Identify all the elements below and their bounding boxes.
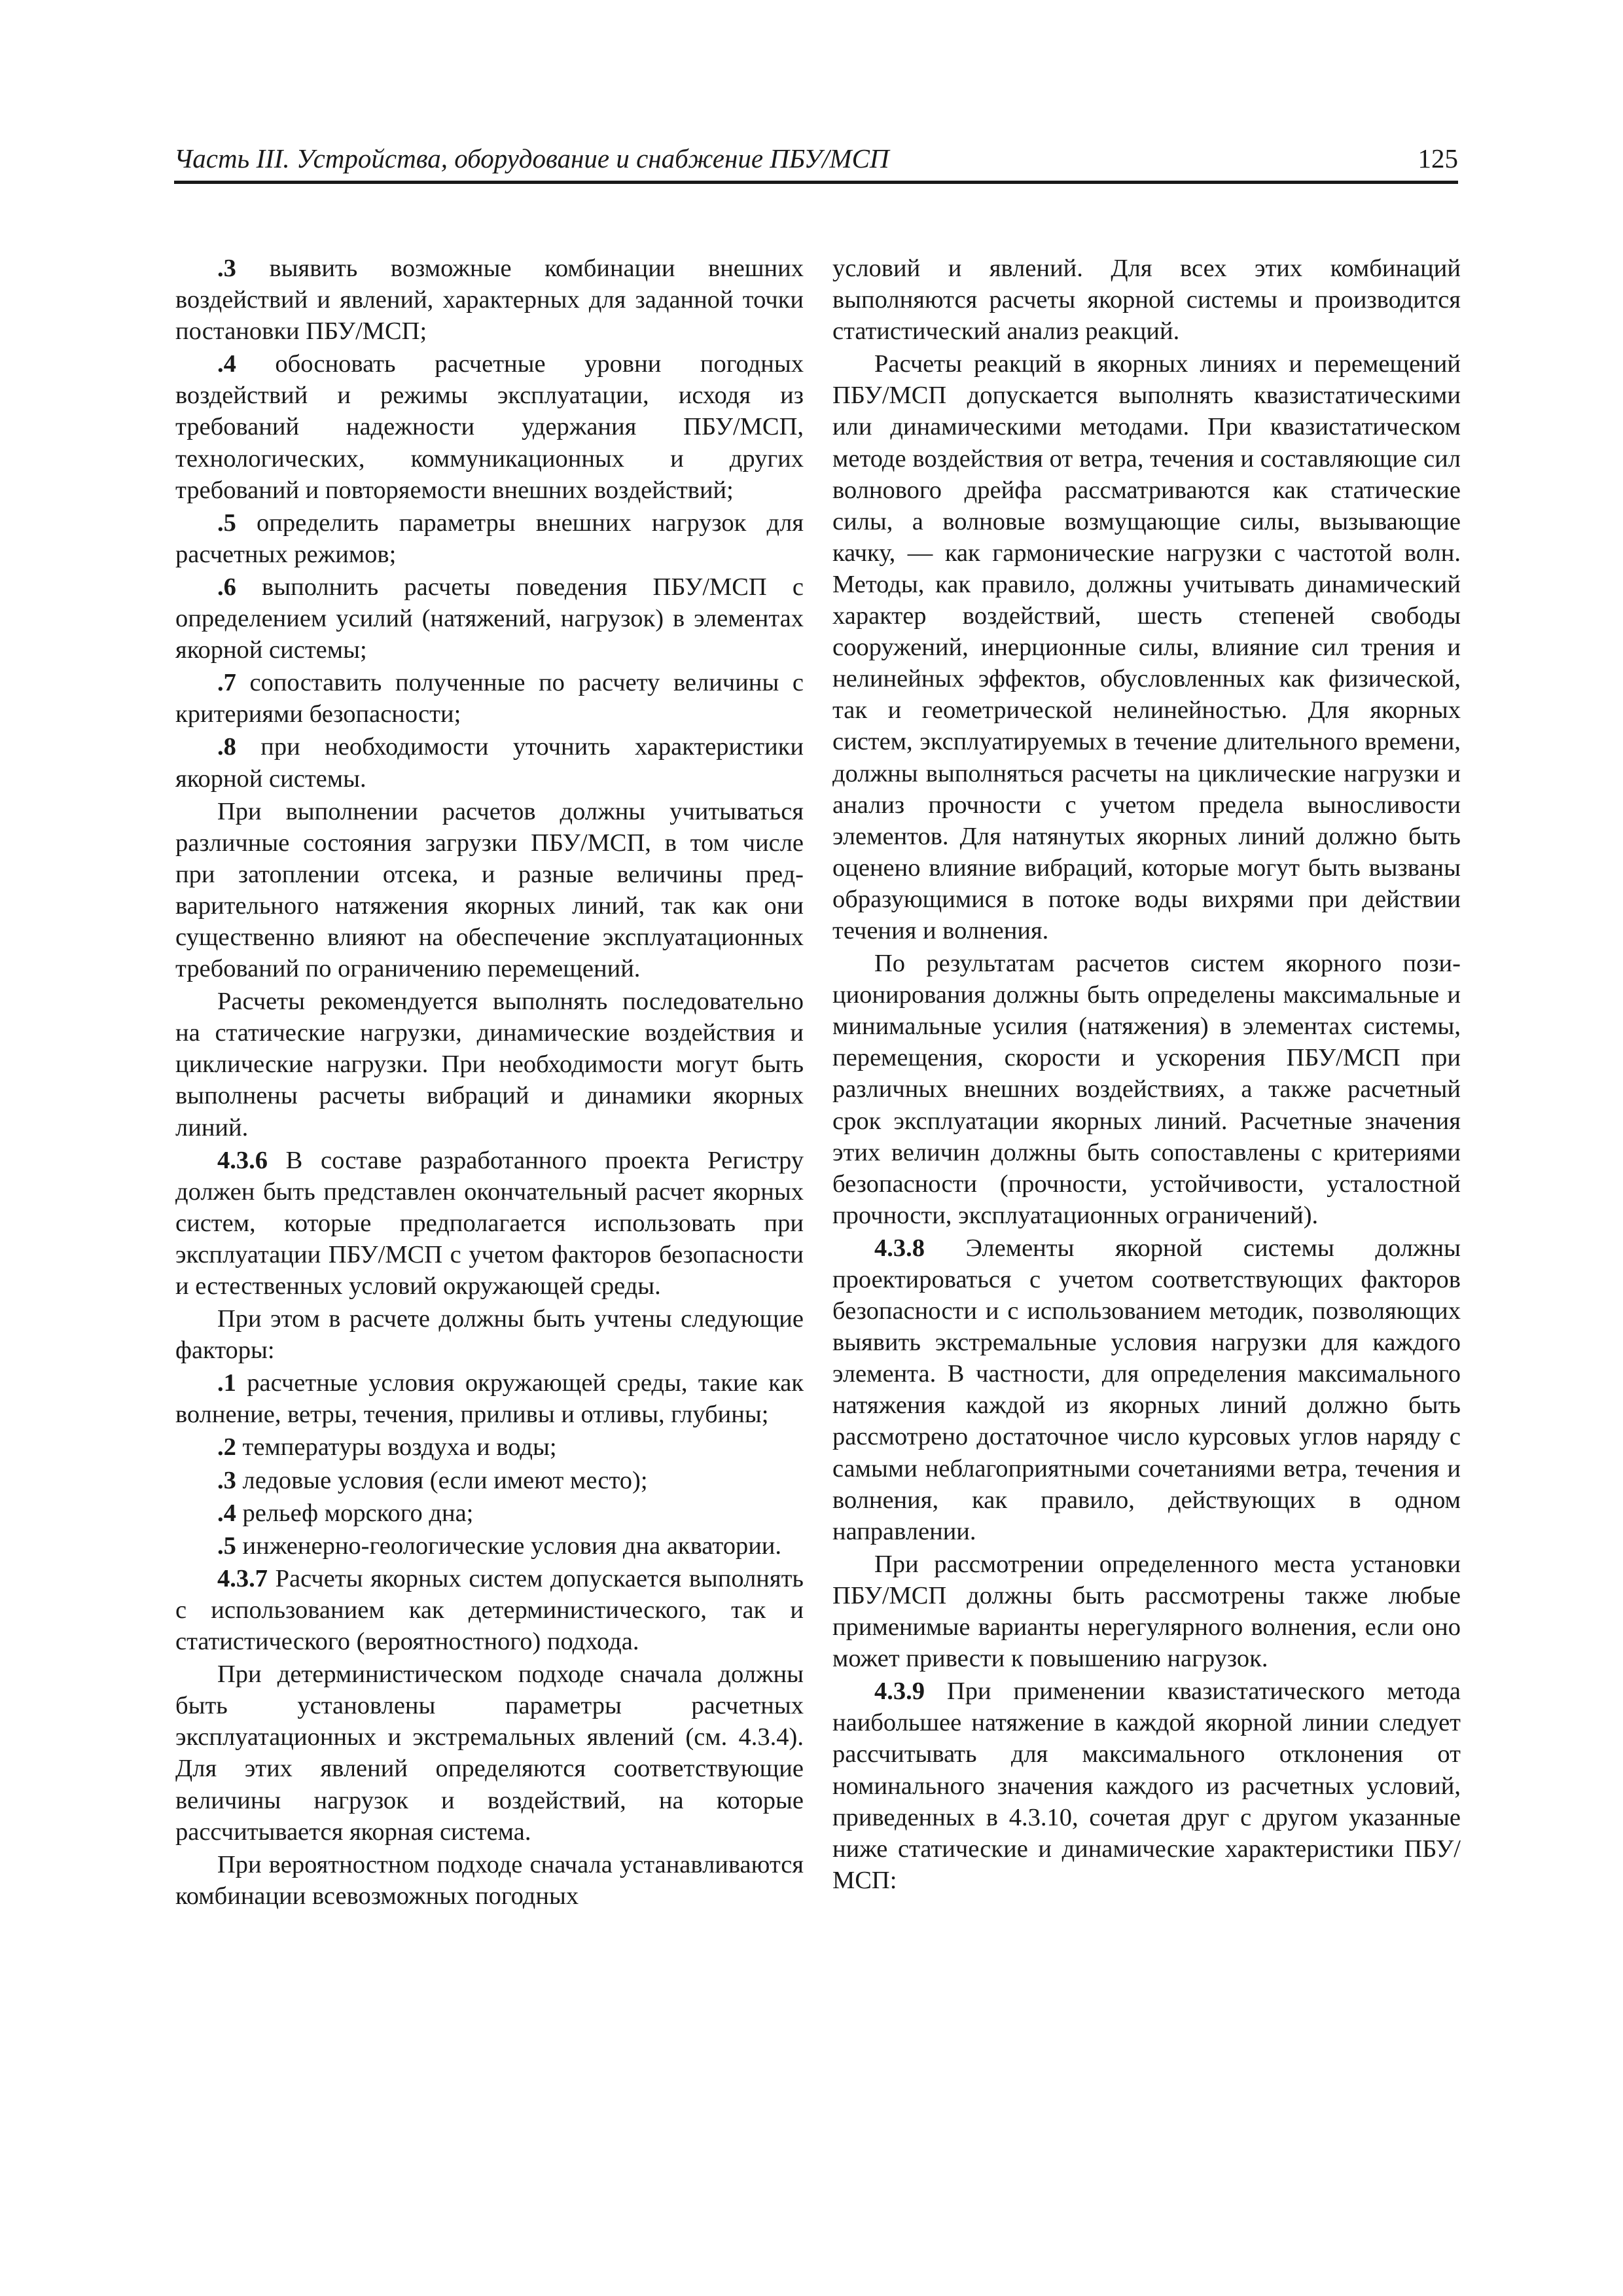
paragraph-text: инженерно-геологические условия дна акватории.	[236, 1532, 782, 1560]
item-number: 4.3.9	[874, 1677, 925, 1706]
paragraph-text: определить параметры внешних нагрузок для расчетных режимов;	[175, 509, 804, 568]
paragraph-text: Элементы якорной системы должны проектироваться с учетом соответствующих факторов безопасности и с использованием методик, позволяющих выявить экстремальные условия нагрузки для каждого элемента. В частности, для определения максимального натяжения каждой из якорных линий должно быть рассмотрено достаточное число курсовых углов наряду с самыми неблагоприятными сочетаниями ветра, течения и волнения, как правило, действующих в одном направлении.	[832, 1234, 1461, 1545]
paragraph-text: При детерминистическом подходе сначала должны быть установлены параметры расчетных эксплуатационных и экстремальных явлений (см. 4.3.4). Для этих явлений определяются соответствующие величины нагрузок и воздействий, на которые рассчитывается якорная система.	[175, 1660, 804, 1846]
item-number: .7	[217, 669, 236, 697]
paragraph-text: ледовые условия (если имеют место);	[236, 1466, 648, 1494]
paragraph-text: расчетные условия окружающей среды, такие как волнение, ветры, течения, приливы и отливы, глубины;	[175, 1369, 804, 1429]
paragraph	[175, 796, 804, 985]
running-header	[174, 140, 1458, 184]
item-number: 4.3.8	[874, 1234, 925, 1262]
paragraph	[175, 1303, 804, 1366]
paragraph	[175, 1530, 804, 1562]
paragraph-text: По результатам расчетов систем якорного позиционирования должны быть определены максимальные и минимальные усилия (натяжения) в элементах системы, перемещения, скорости и ускорения ПБУ/МСП при различных внешних воздействиях, а также расчетный срок эксплуатации якорных линий. Расчетные значения этих величин должны быть сопоставлены с критериями безопасности (прочности, устойчивости, усталостной прочности, эксплуатационных ограничений).	[832, 950, 1461, 1229]
item-number: .3	[217, 255, 236, 282]
paragraph	[175, 1367, 804, 1430]
paragraph	[832, 1549, 1461, 1674]
paragraph-text: рельеф морского дна;	[236, 1499, 474, 1527]
paragraph-text: сопоставить полученные по расчету величины с критериями безопасности;	[175, 669, 804, 728]
item-number: .5	[217, 1532, 236, 1560]
paragraph-text: выполнить расчеты поведения ПБУ/МСП с определением усилий (натяжений, нагрузок) в элементах якорной системы;	[175, 573, 804, 664]
right-column	[832, 253, 1461, 1897]
paragraph-text: обосновать расчетные уровни погодных воздействий и режимы эксплуатации, исходя из требований надежности удержания ПБУ/МСП, технологических, коммуникационных и других требований и повторяемости внешних воздействий;	[175, 350, 804, 504]
paragraph	[175, 731, 804, 794]
item-number: .1	[217, 1369, 236, 1397]
paragraph	[175, 1498, 804, 1529]
item-number: .8	[217, 733, 236, 761]
paragraph-text: условий и явлений. Для всех этих комбинаций выполняются расчеты якорной системы и производится статистический анализ реакций.	[832, 255, 1461, 346]
paragraph	[832, 948, 1461, 1231]
paragraph	[175, 253, 804, 347]
paragraph	[175, 667, 804, 730]
paragraph	[175, 1431, 804, 1463]
paragraph-text: При этом в расчете должны быть учтены следующие факторы:	[175, 1305, 804, 1365]
paragraph-text: выявить возможные комбинации внешних воздействий и явлений, характерных для заданной точки постановки ПБУ/МСП;	[175, 255, 804, 346]
paragraph-text: В составе разработанного проекта Регистру должен быть представлен окончательный расчет якорных систем, которые предполагается использовать при эксплуатации ПБУ/МСП с учетом факторов безопасности и естественных условий окружающей среды.	[175, 1146, 804, 1300]
paragraph	[175, 1563, 804, 1657]
paragraph	[175, 348, 804, 505]
paragraph-text: Расчеты рекомендуется выполнять последовательно на статические нагрузки, динамические воздействия и циклические нагрузки. При необходимости могут быть выполнены расчеты вибраций и динамики якорных линий.	[175, 988, 804, 1141]
left-column	[175, 253, 804, 1913]
paragraph-text: При вероятностном подходе сначала устанавливаются комбинации всевозможных погодных	[175, 1850, 804, 1910]
paragraph	[832, 253, 1461, 347]
paragraph-text: При рассмотрении определенного места установки ПБУ/МСП должны быть рассмотрены также любые применимые варианты нерегулярного волнения, если оно может привести к повышению нагрузок.	[832, 1550, 1461, 1673]
item-number: .5	[217, 509, 236, 537]
paragraph-text: Расчеты реакций в якорных линиях и перемещений ПБУ/МСП допускается выполнять квазистатическими или динамическими методами. При квазистатическом методе воздействия от ветра, течения и составляющие сил волнового дрейфа рассматриваются как статические силы, а волновые возмущающие силы, вызывающие качку, — как гармонические нагрузки с частотой волн. Методы, как правило, должны учитывать динамический характер воздействий, шесть степеней свободы сооружений, инерционные силы, влияние сил трения и нелинейных эффектов, обусловленных как физической, так и геометрической нелинейностью. Для якорных систем, эксплуатируемых в течение длительного времени, должны выполняться расчеты на циклические нагрузки и анализ прочности с учетом предела выносливости элементов. Для натянутых якорных линий должно быть оценено влияние вибраций, которые могут быть вызваны образующимися в потоке воды вихрями при действии течения и волнения.	[832, 350, 1461, 944]
paragraph-text: При применении квазистатического метода наибольшее натяжение в каждой якорной линии следует рассчитывать для максимального отклонения от номинального значения каждого из расчетных условий, приведенных в 4.3.10, сочетая друг с другом указанные ниже статические и динамические характеристики ПБУ/МСП:	[832, 1677, 1461, 1894]
paragraph	[175, 1465, 804, 1496]
item-number: .4	[217, 350, 236, 378]
item-number: .2	[217, 1433, 236, 1462]
page-number: 125	[1418, 143, 1458, 173]
paragraph	[832, 348, 1461, 946]
item-number: 4.3.7	[217, 1564, 268, 1592]
paragraph	[175, 507, 804, 570]
paragraph	[175, 1849, 804, 1912]
paragraph	[175, 571, 804, 666]
paragraph-text: При выполнении расчетов должны учитываться различные состояния загрузки ПБУ/МСП, в том числе при затоплении отсека, и разные величины предварительного натяжения якорных линий, так как они существенно влияют на обеспечение эксплуатационных требований по ограничению перемещений.	[175, 797, 804, 983]
paragraph-text: температуры воздуха и воды;	[236, 1433, 557, 1462]
item-number: .6	[217, 573, 236, 601]
paragraph	[175, 1659, 804, 1848]
paragraph	[175, 1145, 804, 1302]
paragraph	[832, 1676, 1461, 1896]
paragraph	[832, 1232, 1461, 1547]
paragraph	[175, 986, 804, 1143]
header-title: Часть III. Устройства, оборудование и снабжение ПБУ/МСП	[174, 143, 889, 173]
paragraph-text: при необходимости уточнить характеристики якорной системы.	[175, 733, 804, 793]
item-number: .3	[217, 1466, 236, 1494]
item-number: 4.3.6	[217, 1146, 268, 1174]
item-number: .4	[217, 1499, 236, 1527]
paragraph-text: Расчеты якорных систем допускается выполнять с использованием как детерминистического, так и статистического (вероятностного) подхода.	[175, 1564, 804, 1656]
